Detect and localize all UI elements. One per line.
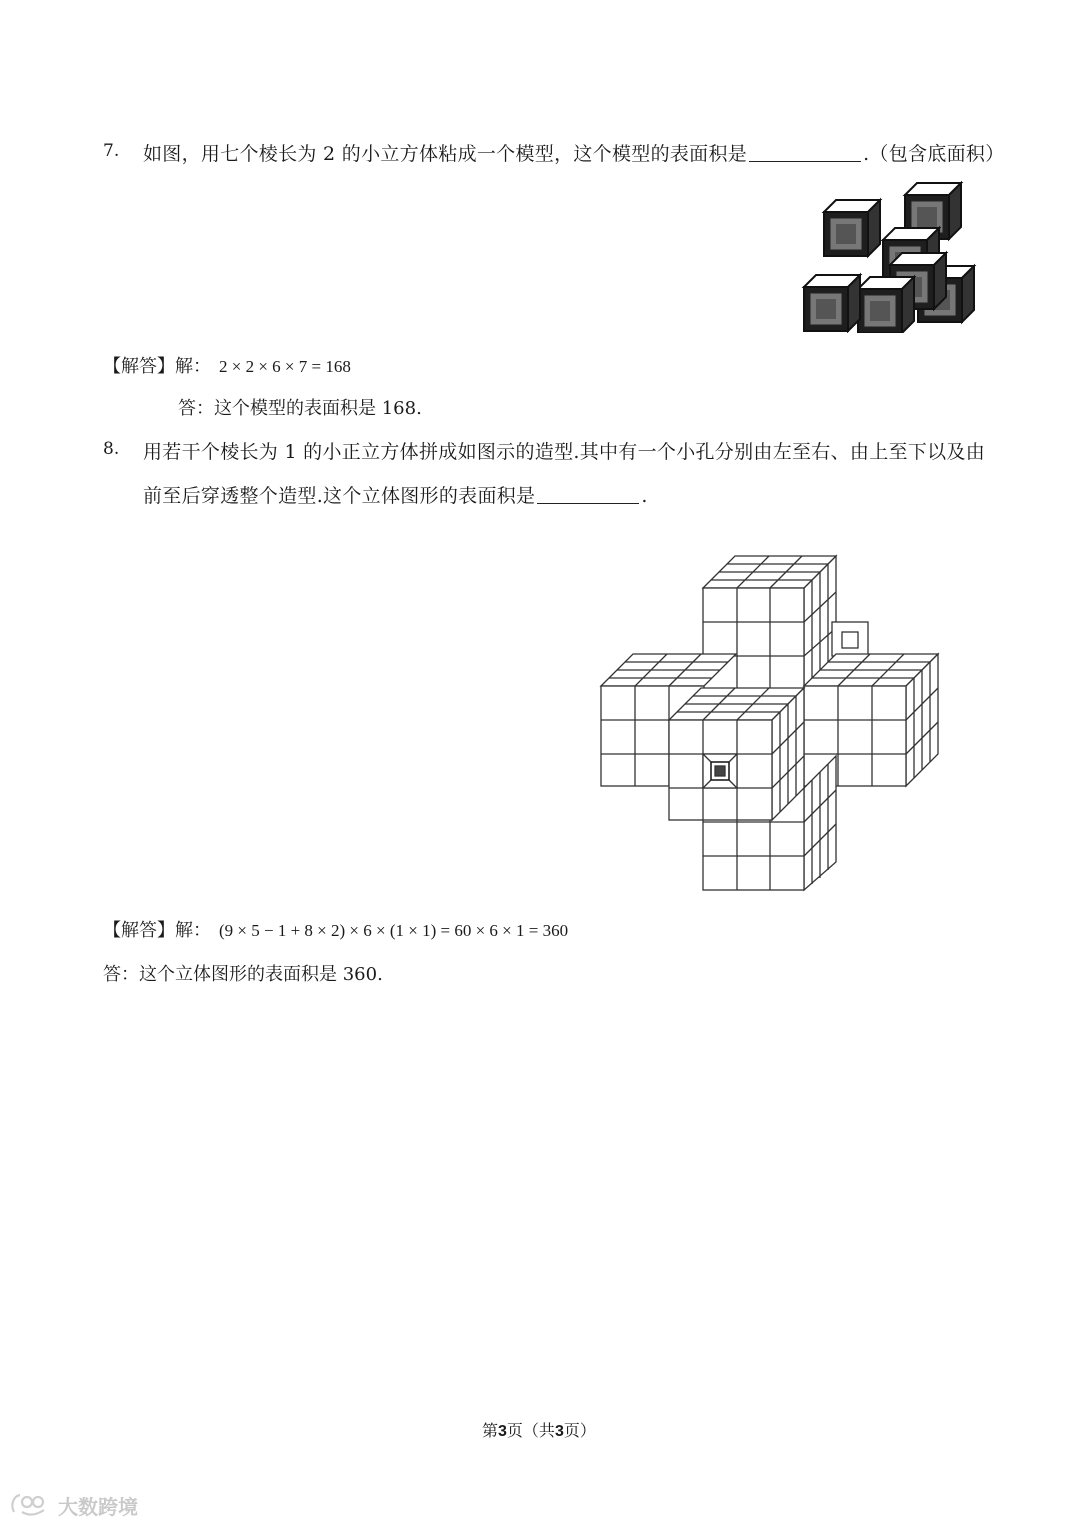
q8-cross-structure-figure bbox=[596, 548, 946, 894]
q8-text-line2 bbox=[143, 481, 648, 508]
q7-text-after: .（包含底面积） bbox=[863, 143, 1005, 165]
footer-prefix: 第 bbox=[482, 1421, 499, 1440]
footer-middle: 页（共 bbox=[506, 1421, 555, 1440]
q8-solution-math: (9 × 5 − 1 + 8 × 2) × 6 × (1 × 1) = 60 × 6 × 1 = 360 bbox=[219, 921, 569, 940]
watermark bbox=[8, 1490, 138, 1520]
q8-number: 8. bbox=[103, 439, 120, 459]
footer-page-number: 3 bbox=[498, 1423, 507, 1440]
q7-solution-math: 2 × 2 × 6 × 7 = 168 bbox=[219, 357, 351, 376]
footer-suffix: 页） bbox=[563, 1421, 596, 1440]
q7-cube-6 bbox=[858, 277, 914, 333]
q7-solution bbox=[103, 352, 351, 378]
q8-solution-label: 【解答】解： bbox=[103, 920, 211, 941]
watermark-text: 大数跨境 bbox=[58, 1496, 138, 1519]
q8-text-before: 前至后穿透整个造型.这个立体图形的表面积是 bbox=[143, 485, 536, 507]
q8-solution bbox=[103, 916, 568, 942]
q7-cube-1 bbox=[824, 200, 880, 256]
watermark-logo-icon bbox=[8, 1490, 52, 1520]
q8-answer: 答：这个立体图形的表面积是 360. bbox=[103, 964, 383, 985]
page-footer bbox=[482, 1418, 596, 1441]
q8-text-line1: 用若干个棱长为 1 的小正立方体拼成如图示的造型.其中有一个小孔分别由左至右、由上至下以及由 bbox=[143, 441, 986, 463]
q7-cube-model-figure bbox=[800, 178, 980, 333]
q7-answer: 答：这个模型的表面积是 168. bbox=[178, 398, 422, 419]
q8-answer-blank bbox=[537, 485, 639, 504]
footer-total-pages: 3 bbox=[554, 1423, 564, 1440]
q7-text-before: 如图，用七个棱长为 2 的小立方体粘成一个模型，这个模型的表面积是 bbox=[143, 143, 748, 165]
q7-solution-label: 【解答】解： bbox=[103, 356, 211, 377]
q7-cube-7 bbox=[804, 275, 860, 331]
q7-answer-blank bbox=[749, 143, 861, 162]
q7-number: 7. bbox=[103, 141, 120, 161]
q8-text-after: . bbox=[641, 485, 648, 507]
q7-text bbox=[143, 139, 1005, 166]
